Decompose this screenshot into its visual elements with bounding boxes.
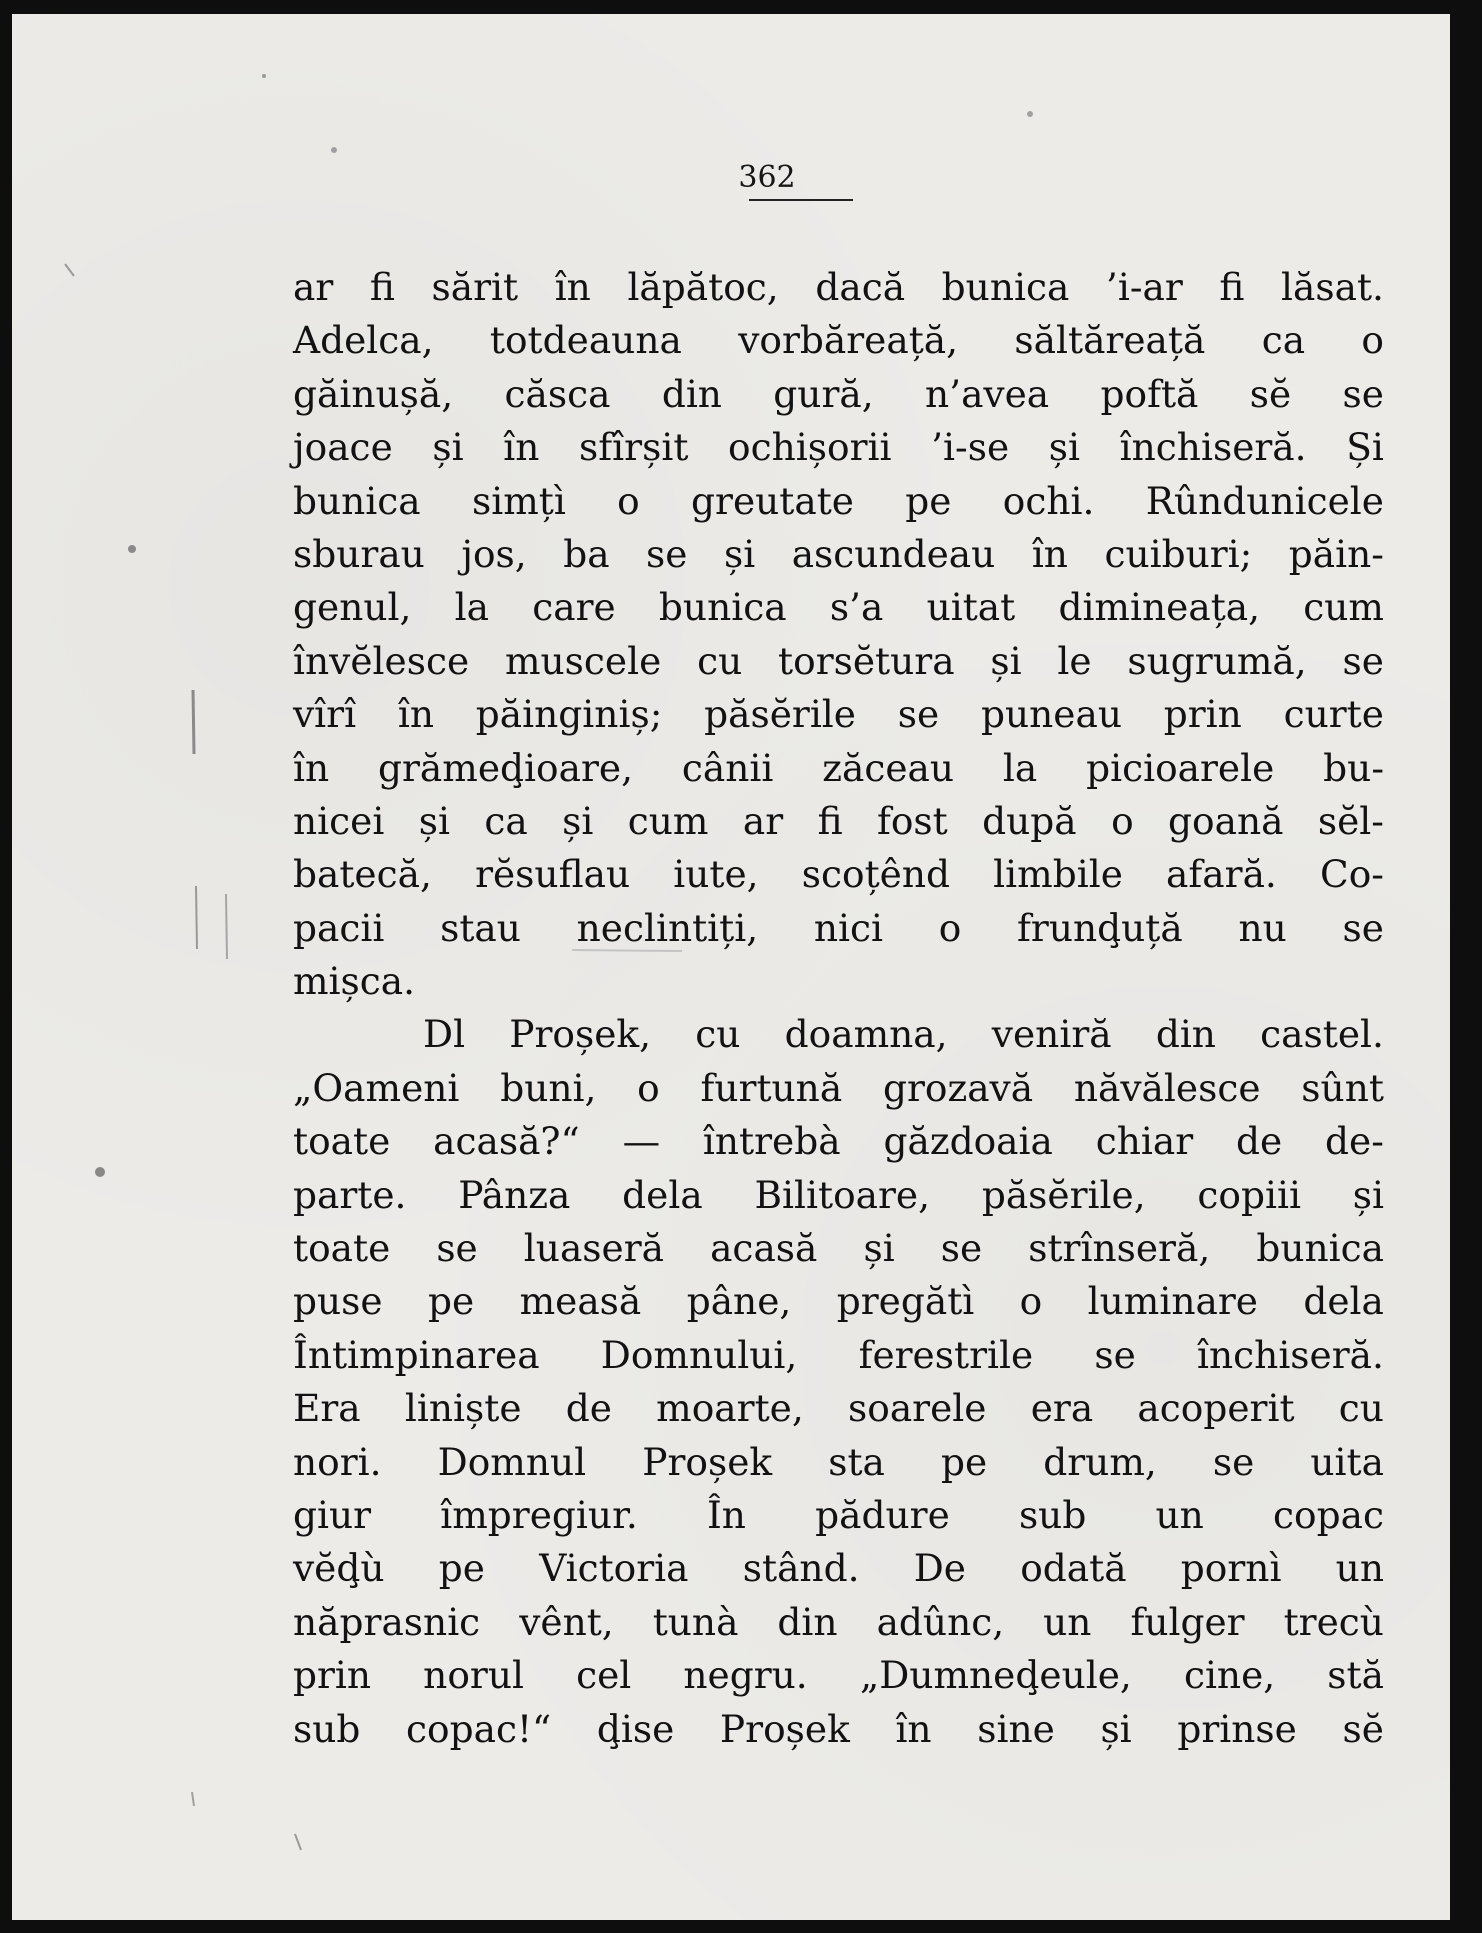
word: copiii xyxy=(1197,1172,1301,1217)
word: acoperit xyxy=(1137,1386,1295,1431)
word: luaseră xyxy=(523,1226,665,1271)
word: se xyxy=(646,531,688,576)
word: cuiburi; xyxy=(1104,531,1253,576)
word: uitat xyxy=(926,585,1016,630)
word: puneau xyxy=(980,692,1122,737)
word: fulger xyxy=(1130,1599,1245,1644)
word: pe xyxy=(940,1439,988,1484)
word: ferestrile xyxy=(858,1332,1034,1377)
text-line xyxy=(293,261,1384,314)
word: Era xyxy=(293,1386,361,1431)
word: goană xyxy=(1168,798,1284,843)
word: și xyxy=(562,798,594,843)
word: și xyxy=(723,531,756,576)
word: simțì xyxy=(471,478,566,523)
word: sfîrșit xyxy=(579,425,689,470)
word: mișca. xyxy=(293,959,416,1004)
word: norul xyxy=(423,1653,524,1698)
text-line xyxy=(293,368,1384,421)
text-line xyxy=(293,421,1384,474)
word: ḑise xyxy=(596,1706,675,1751)
word: ba xyxy=(563,531,610,576)
word: sĕl- xyxy=(1317,798,1384,843)
word: afară. xyxy=(1166,852,1277,897)
text-line xyxy=(293,1489,1384,1542)
word: frunḑuță xyxy=(1017,905,1183,950)
word: muscele xyxy=(504,638,662,683)
text-line xyxy=(293,902,1384,955)
text-line xyxy=(293,1649,1384,1702)
word: acasă xyxy=(710,1226,818,1271)
word: le xyxy=(1057,638,1092,683)
text-line xyxy=(293,581,1384,634)
word: învĕlesce xyxy=(293,638,470,683)
word: pe xyxy=(427,1279,475,1324)
word: sûnt xyxy=(1301,1065,1384,1110)
word: limbile xyxy=(993,852,1123,897)
word: vîrî xyxy=(293,692,357,737)
word: dela xyxy=(622,1172,703,1217)
word: pregătì xyxy=(836,1279,975,1324)
word: sĕ xyxy=(1342,1706,1384,1751)
text-line xyxy=(293,1329,1384,1382)
word: negru. xyxy=(683,1653,808,1698)
word: castel. xyxy=(1260,1012,1384,1057)
word: scoțênd xyxy=(801,852,950,897)
word: chiar xyxy=(1095,1119,1194,1164)
word: nu xyxy=(1238,905,1287,950)
word: moarte, xyxy=(656,1386,804,1431)
word: Victoria xyxy=(539,1546,689,1591)
word: puse xyxy=(293,1279,383,1324)
word: și xyxy=(1048,425,1081,470)
word: Dl xyxy=(423,1012,466,1057)
word: sugrumă, xyxy=(1127,638,1307,683)
text-line xyxy=(293,1275,1384,1328)
word: Co- xyxy=(1320,852,1384,897)
word: genul, xyxy=(293,585,412,630)
word: tunà xyxy=(652,1599,739,1644)
word: Bilitoare, xyxy=(754,1172,931,1217)
word: Adelca, xyxy=(293,318,434,363)
word: joace xyxy=(293,425,393,470)
word: sburau xyxy=(293,531,425,576)
text-line xyxy=(293,1169,1384,1222)
word: bunica xyxy=(1256,1226,1384,1271)
text-line xyxy=(293,1222,1384,1275)
word: toate xyxy=(293,1226,391,1271)
word: jos, xyxy=(461,531,527,576)
word: De xyxy=(913,1546,966,1591)
word: stând. xyxy=(742,1546,860,1591)
word: în xyxy=(1031,531,1068,576)
word: dacă xyxy=(815,265,906,309)
word: închiseră. xyxy=(1197,1332,1384,1377)
word: bunica xyxy=(941,265,1070,309)
word: pe xyxy=(438,1546,485,1591)
word: o xyxy=(938,905,962,950)
word: sărit xyxy=(431,265,519,309)
word: uita xyxy=(1310,1439,1384,1484)
word: batecă, xyxy=(293,852,432,897)
word: cel xyxy=(576,1653,632,1698)
word: ar xyxy=(293,265,334,309)
word: copac xyxy=(1273,1492,1384,1537)
word: din xyxy=(777,1599,838,1644)
text-line xyxy=(293,1436,1384,1489)
word: bunica xyxy=(293,478,421,523)
word: ’i-se xyxy=(931,425,1010,470)
word: păsĕrile xyxy=(704,692,856,737)
word: iute, xyxy=(673,852,759,897)
word: pădure xyxy=(815,1492,950,1537)
word: ochi. xyxy=(1002,478,1095,523)
word: fost xyxy=(876,798,948,843)
word: Proșek xyxy=(642,1439,773,1484)
word: Proșek, xyxy=(509,1012,652,1057)
word: o xyxy=(617,478,640,523)
word: se xyxy=(1212,1439,1255,1484)
word: prin xyxy=(293,1653,372,1698)
word: buni, xyxy=(500,1065,597,1110)
word: ’i-ar xyxy=(1105,265,1183,309)
word: parte. xyxy=(293,1172,407,1217)
word: bu- xyxy=(1323,745,1384,790)
word: veniră xyxy=(991,1012,1112,1057)
word: ca xyxy=(1261,318,1306,363)
word: Întimpinarea xyxy=(293,1332,540,1377)
word: de- xyxy=(1325,1119,1384,1164)
word: Rûndunicele xyxy=(1145,478,1384,523)
word: doamna, xyxy=(784,1012,948,1057)
word: poftă xyxy=(1100,371,1199,416)
word: și xyxy=(432,425,464,470)
word: lăpătoc, xyxy=(627,265,779,309)
word: vĕḑù xyxy=(293,1546,385,1591)
word: găzdoaia xyxy=(883,1119,1053,1164)
word: gură, xyxy=(773,371,874,416)
word: Domnul xyxy=(437,1439,587,1484)
word: închiseră. xyxy=(1119,425,1307,470)
word: cu xyxy=(695,1012,741,1057)
word: dimineața, xyxy=(1058,585,1261,630)
word: cânii xyxy=(681,745,774,790)
word: se xyxy=(436,1226,478,1271)
text-line xyxy=(293,1596,1384,1649)
word: și xyxy=(863,1226,895,1271)
word: cum xyxy=(1303,585,1384,630)
word: pe xyxy=(905,478,952,523)
word: picioarele xyxy=(1086,745,1275,790)
word: ar xyxy=(742,798,784,843)
word: strînseră, xyxy=(1028,1226,1211,1271)
word: grozavă xyxy=(882,1065,1034,1110)
word: din xyxy=(1155,1012,1216,1057)
word: „Dumneḑeule, xyxy=(859,1653,1132,1698)
word: ochișorii xyxy=(728,425,892,470)
word: săltăreață xyxy=(1014,318,1206,363)
word: un xyxy=(1155,1492,1204,1537)
word: measă xyxy=(519,1279,642,1324)
word: Și xyxy=(1346,425,1384,470)
text-line xyxy=(293,1062,1384,1115)
word: împregiur. xyxy=(440,1492,638,1537)
text-line xyxy=(293,475,1384,528)
word: curte xyxy=(1283,692,1384,737)
word: „Oameni xyxy=(293,1065,460,1110)
word: zăceau xyxy=(822,745,955,790)
word: adûnc, xyxy=(876,1599,1005,1644)
word: cine, xyxy=(1183,1653,1276,1698)
word: sĕ xyxy=(1249,371,1292,416)
word: găinușă, xyxy=(293,371,454,416)
word: nici xyxy=(813,905,884,950)
word: n’avea xyxy=(925,371,1050,416)
word: vorbăreață, xyxy=(738,318,959,363)
word: grămeḑioare, xyxy=(378,745,634,790)
word: păin- xyxy=(1288,531,1384,576)
word: neclintiți, xyxy=(576,905,759,950)
word: și xyxy=(990,638,1022,683)
word: un xyxy=(1043,1599,1092,1644)
word: nicei xyxy=(293,798,385,843)
word: se xyxy=(1342,905,1384,950)
word: un xyxy=(1335,1546,1384,1591)
word: vênt, xyxy=(519,1599,614,1644)
text-line xyxy=(293,1703,1384,1756)
word: — xyxy=(622,1119,661,1164)
word: sta xyxy=(828,1439,885,1484)
word: Domnului, xyxy=(600,1332,798,1377)
word: prin xyxy=(1163,692,1242,737)
word: toate xyxy=(293,1119,391,1164)
word: care xyxy=(532,585,616,630)
text-line xyxy=(293,635,1384,688)
word: giur xyxy=(293,1492,372,1537)
text-line xyxy=(293,688,1384,741)
word: liniște xyxy=(404,1386,522,1431)
word: păsĕrile, xyxy=(981,1172,1146,1217)
body-text xyxy=(293,261,1384,1756)
word: din xyxy=(661,371,722,416)
word: o xyxy=(1361,318,1384,363)
page-number-rule xyxy=(749,199,853,201)
word: copac!“ xyxy=(406,1706,552,1751)
word: în xyxy=(293,745,330,790)
word: stau xyxy=(440,905,521,950)
word: cu xyxy=(697,638,743,683)
word: căsca xyxy=(504,371,611,416)
text-line xyxy=(293,1382,1384,1435)
word: s’a xyxy=(829,585,884,630)
word: ca xyxy=(484,798,528,843)
word: torsĕtura xyxy=(778,638,955,683)
text-line xyxy=(293,528,1384,581)
word: se xyxy=(1094,1332,1136,1377)
word: pacii xyxy=(293,905,385,950)
word: în xyxy=(503,425,540,470)
word: cu xyxy=(1338,1386,1384,1431)
word: după xyxy=(982,798,1077,843)
text-line xyxy=(293,795,1384,848)
word: pâne, xyxy=(686,1279,792,1324)
word: și xyxy=(1352,1172,1384,1217)
word: o xyxy=(637,1065,660,1110)
word: ascundeau xyxy=(791,531,996,576)
text-line xyxy=(293,848,1384,901)
word: Pânza xyxy=(458,1172,571,1217)
word: drum, xyxy=(1043,1439,1157,1484)
word: în xyxy=(895,1706,932,1751)
word: lăsat. xyxy=(1281,265,1384,309)
word: furtună xyxy=(700,1065,843,1110)
text-line xyxy=(293,1542,1384,1595)
word: se xyxy=(897,692,940,737)
word: cum xyxy=(627,798,709,843)
word: totdeauna xyxy=(489,318,682,363)
word: sub xyxy=(1018,1492,1087,1537)
word: în xyxy=(554,265,591,309)
word: greutate xyxy=(691,478,854,523)
text-line xyxy=(293,1115,1384,1168)
word: sub xyxy=(293,1706,361,1751)
word: acasă?“ xyxy=(433,1119,580,1164)
word: se xyxy=(940,1226,983,1271)
word: și xyxy=(1100,1706,1132,1751)
word: de xyxy=(565,1386,612,1431)
word: trecù xyxy=(1283,1599,1384,1644)
word: o xyxy=(1019,1279,1043,1324)
word: soarele xyxy=(848,1386,987,1431)
word: la xyxy=(454,585,489,630)
word: odată xyxy=(1020,1546,1127,1591)
word: fi xyxy=(369,265,395,309)
word: fi xyxy=(817,798,843,843)
book-page xyxy=(12,14,1450,1920)
word: se xyxy=(1342,371,1384,416)
word: luminare xyxy=(1087,1279,1258,1324)
word: la xyxy=(1002,745,1038,790)
word: păinginiș; xyxy=(475,692,663,737)
word: năvălesce xyxy=(1073,1065,1261,1110)
word: prinse xyxy=(1177,1706,1297,1751)
text-line xyxy=(293,955,1384,1008)
word: pornì xyxy=(1180,1546,1282,1591)
word: stă xyxy=(1327,1653,1384,1698)
word: în xyxy=(397,692,435,737)
word: năprasnic xyxy=(293,1599,481,1644)
text-line xyxy=(293,742,1384,795)
page-number: 362 xyxy=(738,160,796,195)
word: rĕsuflau xyxy=(475,852,631,897)
word: fi xyxy=(1219,265,1245,309)
word: dela xyxy=(1303,1279,1384,1324)
word: de xyxy=(1236,1119,1283,1164)
text-line xyxy=(293,314,1384,367)
text-line xyxy=(293,1008,1384,1061)
word: bunica xyxy=(658,585,787,630)
word: o xyxy=(1111,798,1134,843)
word: sine xyxy=(977,1706,1055,1751)
word: nori. xyxy=(293,1439,382,1484)
word: Proșek xyxy=(719,1706,850,1751)
word: era xyxy=(1030,1386,1094,1431)
word: În xyxy=(706,1492,746,1537)
word: întrebà xyxy=(702,1119,841,1164)
word: și xyxy=(418,798,450,843)
word: se xyxy=(1342,638,1384,683)
